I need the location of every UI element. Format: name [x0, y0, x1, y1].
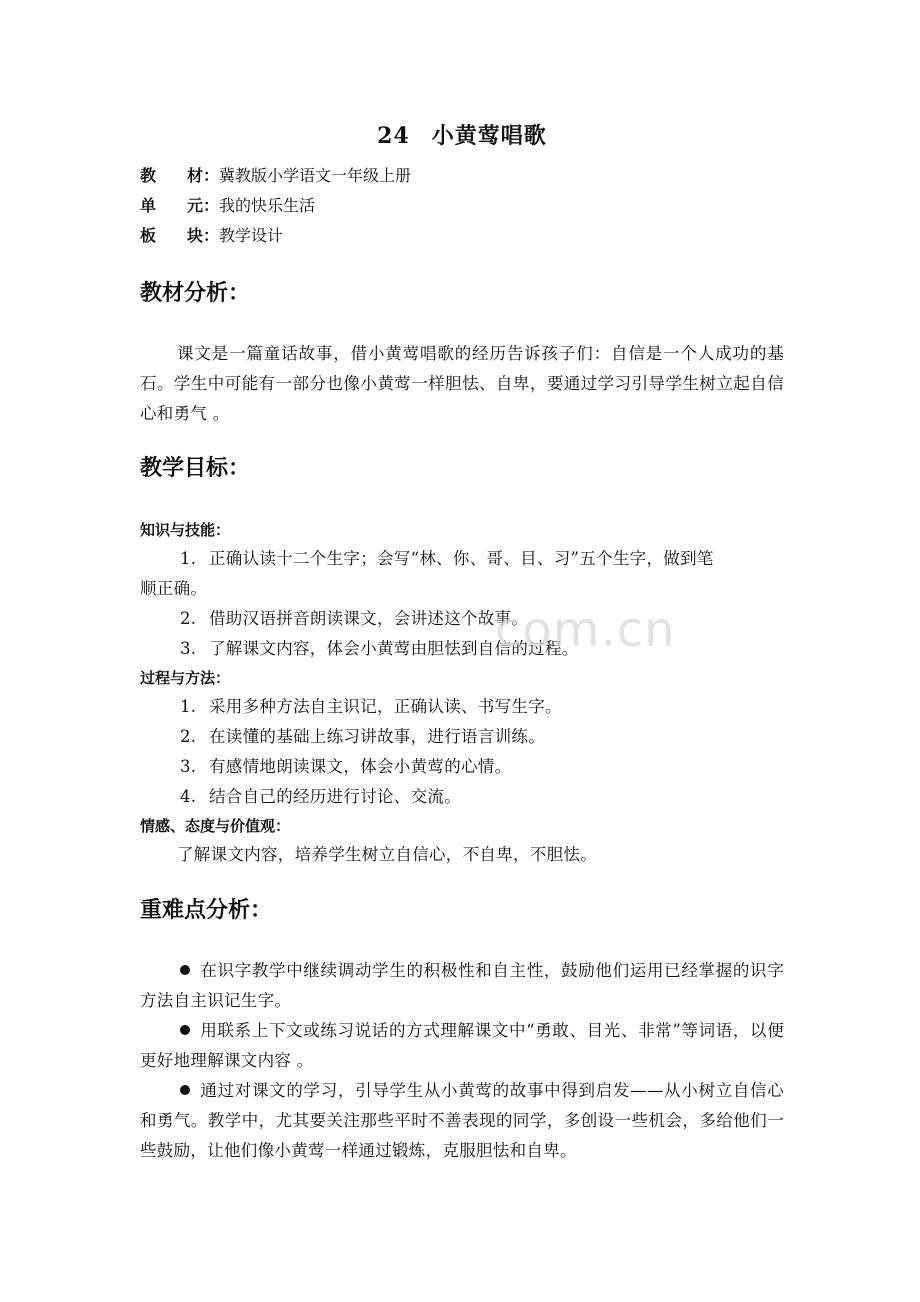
- watermark-text: com.cn: [495, 602, 676, 658]
- emotion-label: 情感、态度与价值观：: [140, 817, 291, 835]
- keypoint-item-1: [140, 956, 784, 1016]
- item-text: 采用多种方法自主识记，正确认读、书写生字。: [209, 697, 562, 716]
- meta-label-b: 块：: [187, 226, 220, 245]
- meta-unit: [140, 194, 315, 218]
- item-text: 借助汉语拼音朗读课文，会讲述这个故事。: [209, 609, 529, 628]
- process-item-3: [140, 752, 784, 782]
- keypoint-item-2: [140, 1016, 784, 1076]
- goals-heading: 教学目标：: [140, 456, 251, 481]
- keypoint-text: 通过对课文的学习，引导学生从小黄莺的故事中得到启发——从小树立自信心和勇气。教学中，尤其要关注那些平时不善表现的同学，多创设一些机会，多给他们一些鼓励，让他们像小黄莺一样通过锻炼，克服胆怯和自卑。: [140, 1081, 784, 1160]
- process-item-2: [140, 722, 784, 752]
- item-text: 结合自己的经历进行讨论、交流。: [209, 787, 461, 806]
- keypoint-text: 在识字教学中继续调动学生的积极性和自主性，鼓励他们运用已经掌握的识字方法自主识记生字。: [140, 961, 784, 1010]
- item-text-continued: 顺正确。: [140, 579, 208, 598]
- knowledge-item-2: [140, 604, 784, 634]
- meta-label-a: 教: [140, 166, 157, 185]
- analysis-heading: 教材分析：: [140, 281, 251, 306]
- knowledge-item-3: [140, 634, 784, 664]
- process-item-4: [140, 782, 784, 812]
- meta-label-a: 板: [140, 226, 157, 245]
- item-number: 2.: [180, 727, 197, 746]
- meta-textbook: [140, 164, 411, 188]
- meta-value: 教学设计: [219, 226, 284, 245]
- lesson-number: 24: [377, 123, 410, 149]
- keypoint-item-3: [140, 1076, 784, 1166]
- meta-block: [140, 224, 283, 248]
- item-number: 3.: [180, 757, 197, 776]
- item-text: 有感情地朗读课文，体会小黄莺的心情。: [209, 757, 512, 776]
- item-number: 4.: [180, 787, 197, 806]
- item-number: 1.: [180, 697, 197, 716]
- item-number: 1.: [180, 549, 197, 568]
- process-label: 过程与方法：: [140, 669, 231, 687]
- item-text: 在读懂的基础上练习讲故事，进行语言训练。: [209, 727, 545, 746]
- process-item-1: [140, 692, 784, 722]
- knowledge-label: 知识与技能：: [140, 521, 231, 539]
- meta-label-b: 元：: [187, 196, 220, 215]
- lesson-title-text: 小黄莺唱歌: [431, 123, 547, 149]
- item-text: 了解课文内容，体会小黄莺由胆怯到自信的过程。: [209, 639, 579, 658]
- emotion-text: 了解课文内容，培养学生树立自信心，不自卑，不胆怯。: [177, 845, 597, 864]
- keypoint-text: 用联系上下文或练习说话的方式理解课文中“勇敢、目光、非常”等词语，以便更好地理解课文内容 。: [140, 1021, 784, 1070]
- bullet-dot-icon: [180, 965, 190, 975]
- lesson-title: [140, 121, 784, 151]
- item-number: 3.: [180, 639, 197, 658]
- meta-label-b: 材：: [187, 166, 220, 185]
- item-number: 2.: [180, 609, 197, 628]
- meta-value: 冀教版小学语文一年级上册: [219, 166, 412, 185]
- bullet-dot-icon: [180, 1085, 190, 1095]
- meta-value: 我的快乐生活: [219, 196, 316, 215]
- analysis-paragraph: 课文是一篇童话故事，借小黄莺唱歌的经历告诉孩子们：自信是一个人成功的基石。学生中可能有一部分也像小黄莺一样胆怯、自卑，要通过学习引导学生树立起自信心和勇气 。: [140, 344, 784, 423]
- knowledge-item-1: [140, 544, 784, 604]
- item-text: 正确认读十二个生字；会写“林、你、哥、目、习”五个生字，做到笔: [209, 549, 714, 568]
- bullet-dot-icon: [180, 1025, 190, 1035]
- meta-label-a: 单: [140, 196, 157, 215]
- keypoints-heading: 重难点分析：: [140, 898, 273, 923]
